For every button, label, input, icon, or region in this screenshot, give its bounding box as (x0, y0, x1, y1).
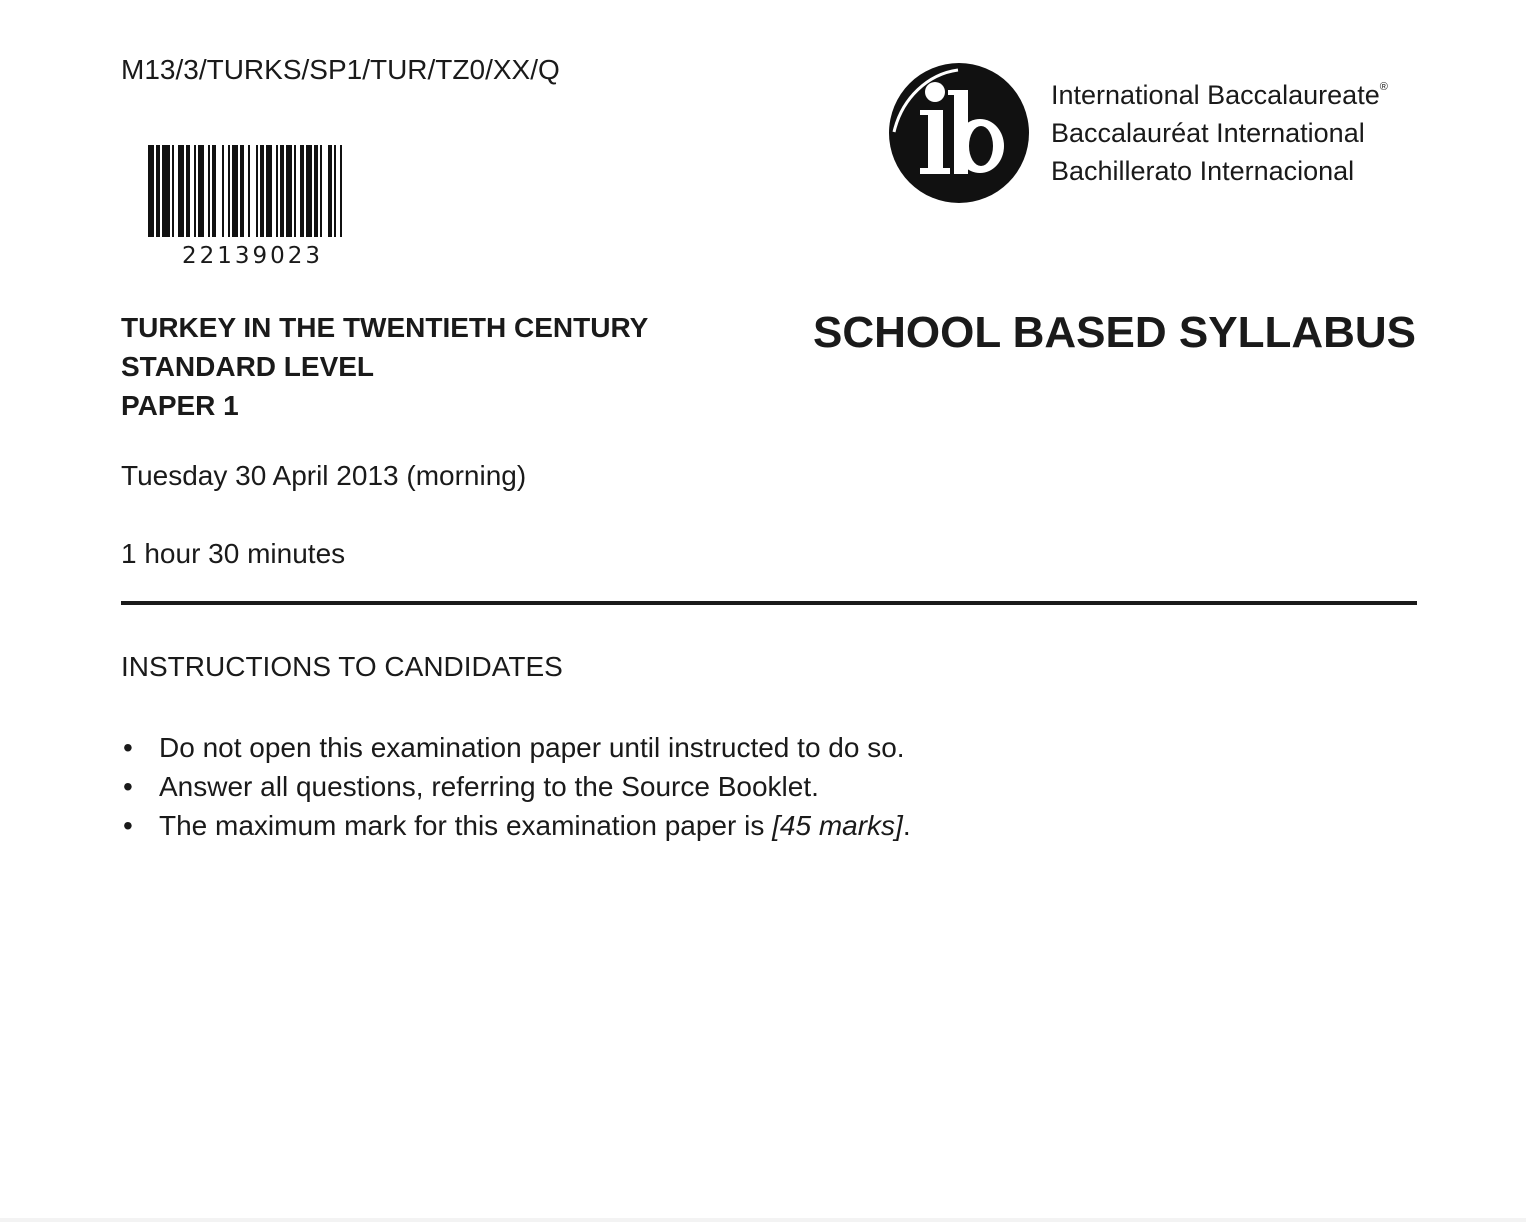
barcode-bar (172, 145, 174, 237)
barcode-bar (198, 145, 204, 237)
barcode-bar (276, 145, 278, 237)
subject-level: STANDARD LEVEL (121, 351, 375, 382)
barcode-bar (156, 145, 160, 237)
page-bottom-edge (0, 1218, 1526, 1222)
instructions-list (121, 728, 911, 845)
instruction-item: • The maximum mark for this examination paper is [45 marks]. (121, 806, 911, 845)
barcode-bar (256, 145, 258, 237)
syllabus-title: SCHOOL BASED SYLLABUS (812, 308, 1416, 357)
barcode-bar (186, 145, 190, 237)
barcode-bar (334, 145, 336, 237)
bullet-icon: • (123, 732, 133, 763)
ib-name-spanish: Bachillerato Internacional (1051, 156, 1355, 186)
ib-logo-icon (888, 62, 1030, 204)
max-marks: [45 marks] (772, 810, 903, 841)
registered-mark: ® (1379, 81, 1388, 93)
divider-rule (121, 601, 1417, 605)
barcode-image (148, 145, 392, 237)
paper-code: M13/3/TURKS/SP1/TUR/TZ0/XX/Q (121, 54, 560, 85)
ib-name-block (1051, 72, 1388, 190)
barcode-bar (260, 145, 264, 237)
barcode-bar (194, 145, 196, 237)
barcode-bar (212, 145, 216, 237)
bullet-icon: • (123, 810, 133, 841)
barcode-bar (148, 145, 154, 237)
exam-duration: 1 hour 30 minutes (121, 538, 346, 569)
barcode-bar (300, 145, 304, 237)
instructions-heading: INSTRUCTIONS TO CANDIDATES (121, 651, 563, 682)
barcode-bar (178, 145, 184, 237)
barcode-bar (228, 145, 230, 237)
barcode-bar (248, 145, 250, 237)
barcode-bar (222, 145, 224, 237)
exam-date: Tuesday 30 April 2013 (morning) (121, 460, 527, 491)
barcode-bar (286, 145, 292, 237)
barcode-bar (232, 145, 238, 237)
barcode-bar (208, 145, 210, 237)
barcode-bar (162, 145, 170, 237)
ib-name-english: International Baccalaureate® (1051, 80, 1388, 110)
barcode-bar (294, 145, 296, 237)
barcode-bar (280, 145, 284, 237)
subject-title: TURKEY IN THE TWENTIETH CENTURY (121, 312, 649, 343)
barcode-bar (314, 145, 318, 237)
subject-block (121, 308, 648, 425)
barcode-bar (320, 145, 322, 237)
barcode-bar (340, 145, 342, 237)
instruction-item: • Do not open this examination paper until instructed to do so. (121, 728, 911, 767)
barcode-bar (266, 145, 272, 237)
ib-name-french: Baccalauréat International (1051, 118, 1365, 148)
barcode-bar (240, 145, 244, 237)
instruction-item: • Answer all questions, referring to the Source Booklet. (121, 767, 911, 806)
barcode-number: 22139023 (182, 243, 324, 269)
subject-paper: PAPER 1 (121, 390, 239, 421)
bullet-icon: • (123, 771, 133, 802)
barcode-bar (328, 145, 332, 237)
barcode-bar (306, 145, 312, 237)
